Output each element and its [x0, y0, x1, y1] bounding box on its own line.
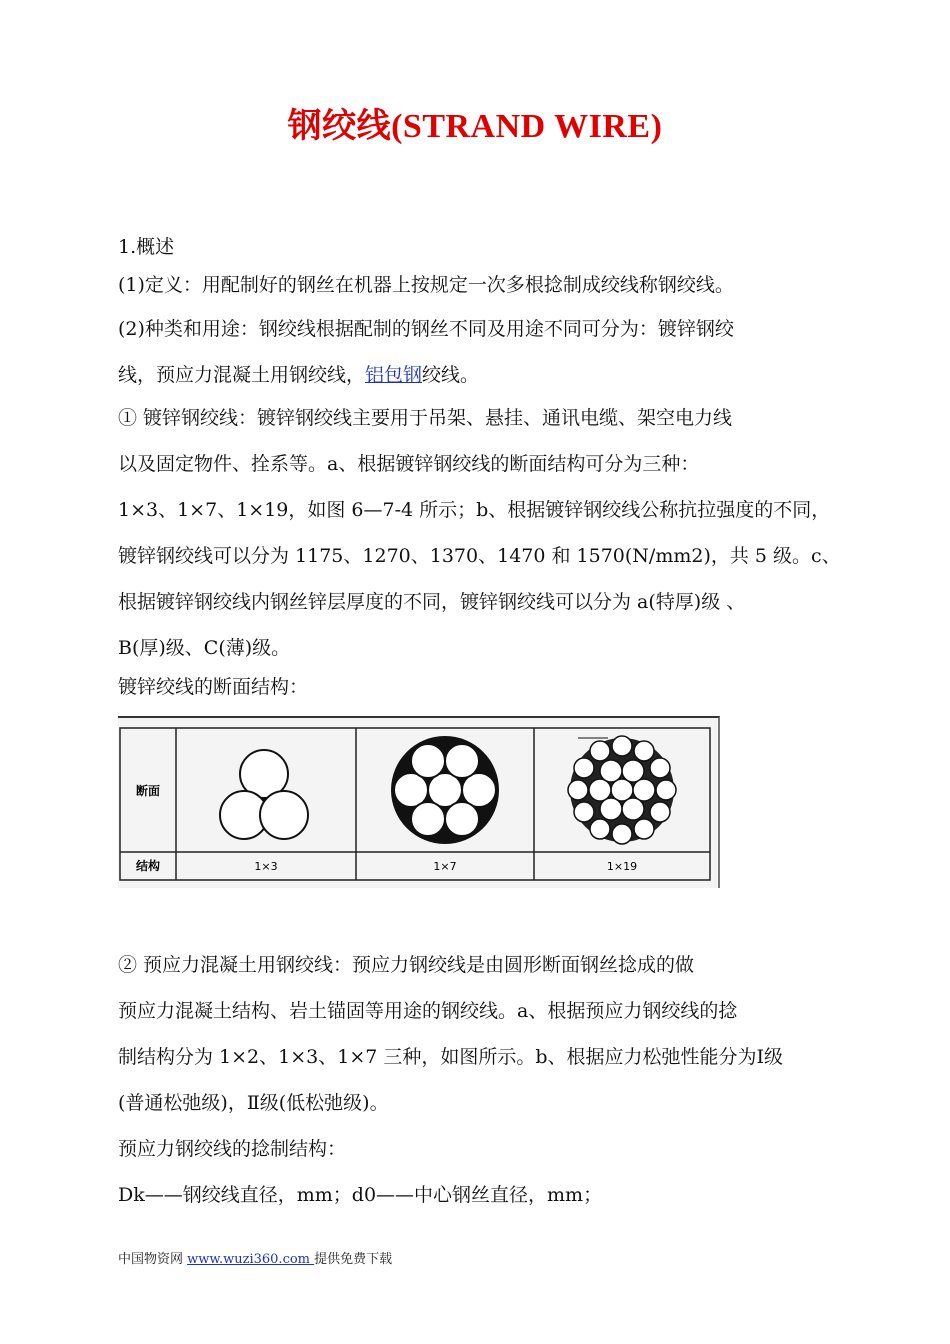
col-label-1x19: 1×19	[606, 860, 638, 873]
aluminum-clad-steel-link[interactable]: 铝包钢	[365, 364, 423, 386]
col-label-1x3: 1×3	[254, 860, 278, 873]
strand-1x19-icon	[568, 736, 676, 844]
types-line-2	[118, 352, 838, 398]
galv-line: ① 镀锌钢绞线：镀锌钢绞线主要用于吊架、悬挂、通讯电缆、架空电力线	[118, 407, 733, 429]
cross-section-diagram	[118, 718, 718, 888]
prestressed-paragraph	[118, 942, 838, 1218]
footer-suffix: 提供免费下载	[314, 1252, 393, 1267]
pre-line: 制结构分为 1×2、1×3、1×7 三种，如图所示。b、根据应力松弛性能分为Ⅰ级	[118, 1046, 784, 1068]
row-label-section: 断面	[135, 784, 161, 798]
types-line-2-post: 绞线。	[422, 364, 480, 386]
row-label-structure: 结构	[135, 859, 161, 873]
galv-line: 镀锌钢绞线可以分为 1175、1270、1370、1470 和 1570(N/mm2)，共 5 级。c、	[118, 545, 841, 567]
pre-line: ② 预应力混凝土用钢绞线：预应力钢绞线是由圆形断面钢丝捻成的做	[118, 954, 695, 976]
types-line-1: (2)种类和用途：钢绞线根据配制的钢丝不同及用途不同可分为：镀锌钢绞	[118, 318, 734, 340]
galv-line: 以及固定物件、拴系等。a、根据镀锌钢绞线的断面结构可分为三种：	[118, 453, 700, 475]
col-label-1x7: 1×7	[433, 860, 457, 873]
galv-figure-caption: 镀锌绞线的断面结构：	[118, 676, 309, 698]
strand-1x7-icon	[391, 736, 499, 844]
pre-line: 预应力混凝土结构、岩土锚固等用途的钢绞线。a、根据预应力钢绞线的捻	[118, 1000, 738, 1022]
galv-line: B(厚)级、C(薄)级。	[118, 637, 291, 659]
page-footer	[118, 1248, 392, 1267]
definition-paragraph	[118, 262, 838, 308]
strand-1x3-icon	[220, 750, 308, 839]
pre-line: (普通松弛级)，Ⅱ级(低松弛级)。	[118, 1092, 389, 1114]
galv-line: 1×3、1×7、1×19，如图 6—7-4 所示；b、根据镀锌钢绞线公称抗拉强度的不同，	[118, 499, 831, 521]
footer-prefix: 中国物资网	[118, 1252, 188, 1267]
pre-line: 预应力钢绞线的捻制结构：	[118, 1138, 347, 1160]
pre-line: Dk——钢绞线直径，mm；d0——中心钢丝直径，mm；	[118, 1184, 603, 1206]
types-paragraph	[118, 306, 838, 398]
galv-line: 根据镀锌钢绞线内钢丝锌层厚度的不同，镀锌钢绞线可以分为 a(特厚)级 、	[118, 591, 746, 613]
footer-site-link[interactable]: www.wuzi360.com	[187, 1252, 315, 1267]
strand-cross-section-figure	[118, 716, 720, 888]
section-heading: 1.概述	[118, 236, 175, 258]
document-title: 钢绞线(STRAND WIRE)	[287, 108, 663, 145]
galvanized-paragraph	[118, 395, 841, 671]
definition-line: (1)定义：用配制好的钢丝在机器上按规定一次多根捻制成绞线称钢绞线。	[118, 274, 734, 296]
types-line-2-pre: 线，预应力混凝土用钢绞线，	[118, 364, 366, 386]
